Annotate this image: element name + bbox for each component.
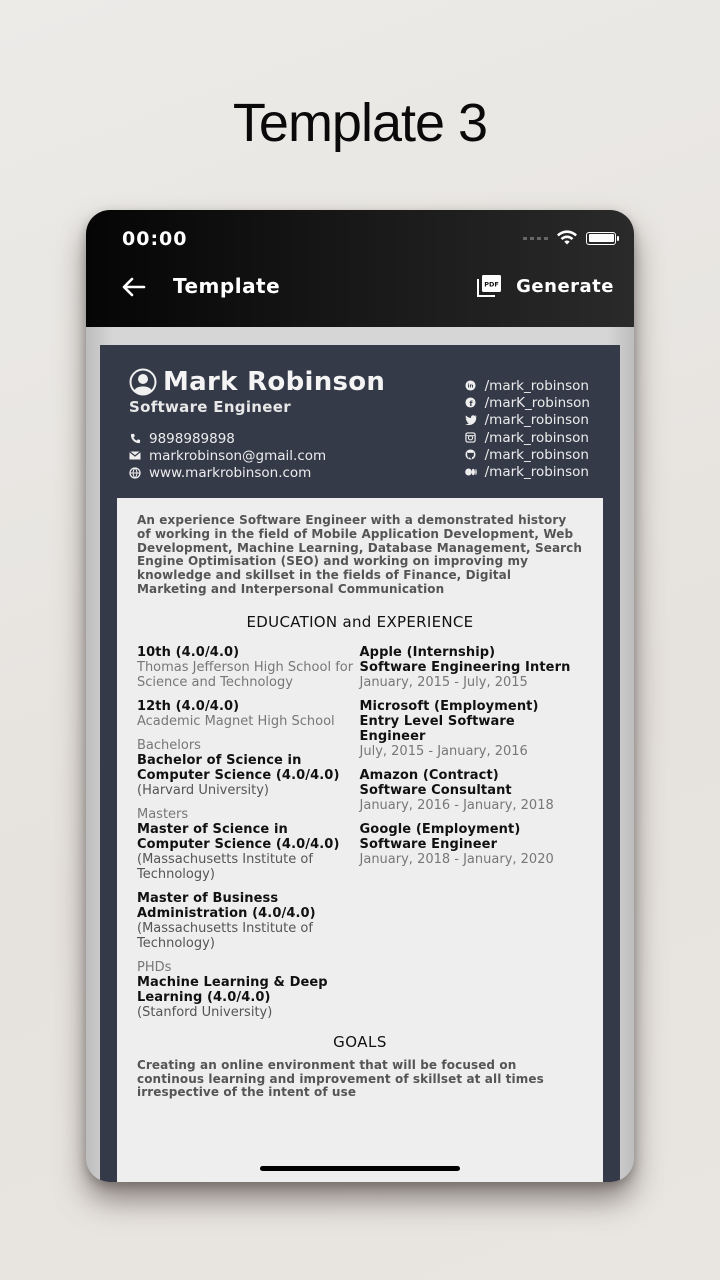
resume-name: Mark Robinson <box>163 367 386 397</box>
app-bar-title: Template <box>173 274 281 298</box>
medium-icon <box>465 466 477 478</box>
battery-icon <box>586 232 616 245</box>
contact-email: markrobinson@gmail.com <box>129 447 326 464</box>
globe-icon <box>129 467 141 479</box>
resume-role: Software Engineer <box>129 398 291 416</box>
resume-header <box>100 345 620 497</box>
experience-entry: Amazon (Contract) Software Consultant January, 2016 - January, 2018 <box>359 767 554 813</box>
resume-preview <box>100 345 620 1182</box>
phone-frame <box>86 210 634 1182</box>
education-entry: Master of Business Administration (4.0/4.0) (Massachusetts Institute of Technology) <box>137 890 316 951</box>
phone-icon <box>129 433 141 445</box>
social-linkedin: in /mark_robinson <box>465 377 590 394</box>
preview-area[interactable] <box>86 327 634 1182</box>
education-experience-columns <box>137 645 583 1029</box>
social-list <box>465 377 590 481</box>
contact-phone: 9898989898 <box>129 430 326 447</box>
linkedin-icon <box>465 380 477 392</box>
social-facebook: f /marK_robinson <box>465 394 590 411</box>
name-row <box>129 367 385 397</box>
education-experience-heading: EDUCATION and EXPERIENCE <box>246 612 474 631</box>
generate-label: Generate <box>516 275 614 297</box>
status-icons <box>523 230 616 246</box>
education-entry: 12th (4.0/4.0) Academic Magnet High School <box>137 698 335 729</box>
contact-website: www.markrobinson.com <box>129 464 326 481</box>
experience-column <box>360 645 583 1029</box>
svg-text:in: in <box>467 383 474 390</box>
promo-title: Template 3 <box>232 93 488 153</box>
twitter-icon <box>465 414 477 426</box>
resume-body <box>117 498 603 1182</box>
experience-entry: Google (Employment) Software Engineer January, 2018 - January, 2020 <box>359 821 554 867</box>
goals-text: Creating an online environment that will be focused on continous learning and improvement of skillset at all times irrespective of the intent of use <box>137 1057 544 1100</box>
education-entry: PHDs Machine Learning & Deep Learning (4.0/4.0) (Stanford University) <box>137 959 328 1020</box>
app-bar <box>86 210 634 327</box>
goals-heading: GOALS <box>333 1032 387 1051</box>
education-entry: Masters Master of Science in Computer Science (4.0/4.0) (Massachusetts Institute of Technology) <box>137 806 340 882</box>
contact-list <box>129 430 326 481</box>
wifi-icon <box>556 230 578 246</box>
education-entry: Bachelors Bachelor of Science in Computer Science (4.0/4.0) (Harvard University) <box>137 737 340 798</box>
pdf-icon <box>476 274 502 298</box>
social-github: /mark_robinson <box>465 446 590 463</box>
experience-entry: Apple (Internship) Software Engineering Intern January, 2015 - July, 2015 <box>359 644 571 690</box>
experience-entry: Microsoft (Employment) Entry Level Software Engineer July, 2015 - January, 2016 <box>359 698 539 759</box>
back-button[interactable] <box>120 276 148 300</box>
signal-icon <box>523 237 548 240</box>
arrow-left-icon <box>120 276 146 298</box>
education-entry: 10th (4.0/4.0) Thomas Jefferson High School for Science and Technology <box>137 644 354 690</box>
user-avatar-icon <box>129 368 157 396</box>
social-twitter: /mark_robinson <box>465 412 590 429</box>
svg-text:PDF: PDF <box>484 280 499 289</box>
home-indicator[interactable] <box>260 1166 460 1171</box>
social-medium: /mark_robinson <box>465 463 590 480</box>
email-icon <box>129 450 141 462</box>
instagram-icon <box>465 432 477 444</box>
github-icon <box>465 449 477 461</box>
generate-button[interactable] <box>476 274 614 298</box>
resume-summary: An experience Software Engineer with a demonstrated history of working in the field of Mobile Application Development, Web Development, Machine Learning, Database Management, Search Engine Optimisation (SEO) and working on improving my knowledge and skillset in the fields of Finance, Digital Marketing and Interpersonal Communication <box>137 513 583 596</box>
facebook-icon <box>465 397 477 409</box>
status-time: 00:00 <box>122 228 188 250</box>
social-instagram: /mark_robinson <box>465 429 590 446</box>
svg-text:f: f <box>469 399 473 409</box>
education-column <box>137 645 360 1029</box>
